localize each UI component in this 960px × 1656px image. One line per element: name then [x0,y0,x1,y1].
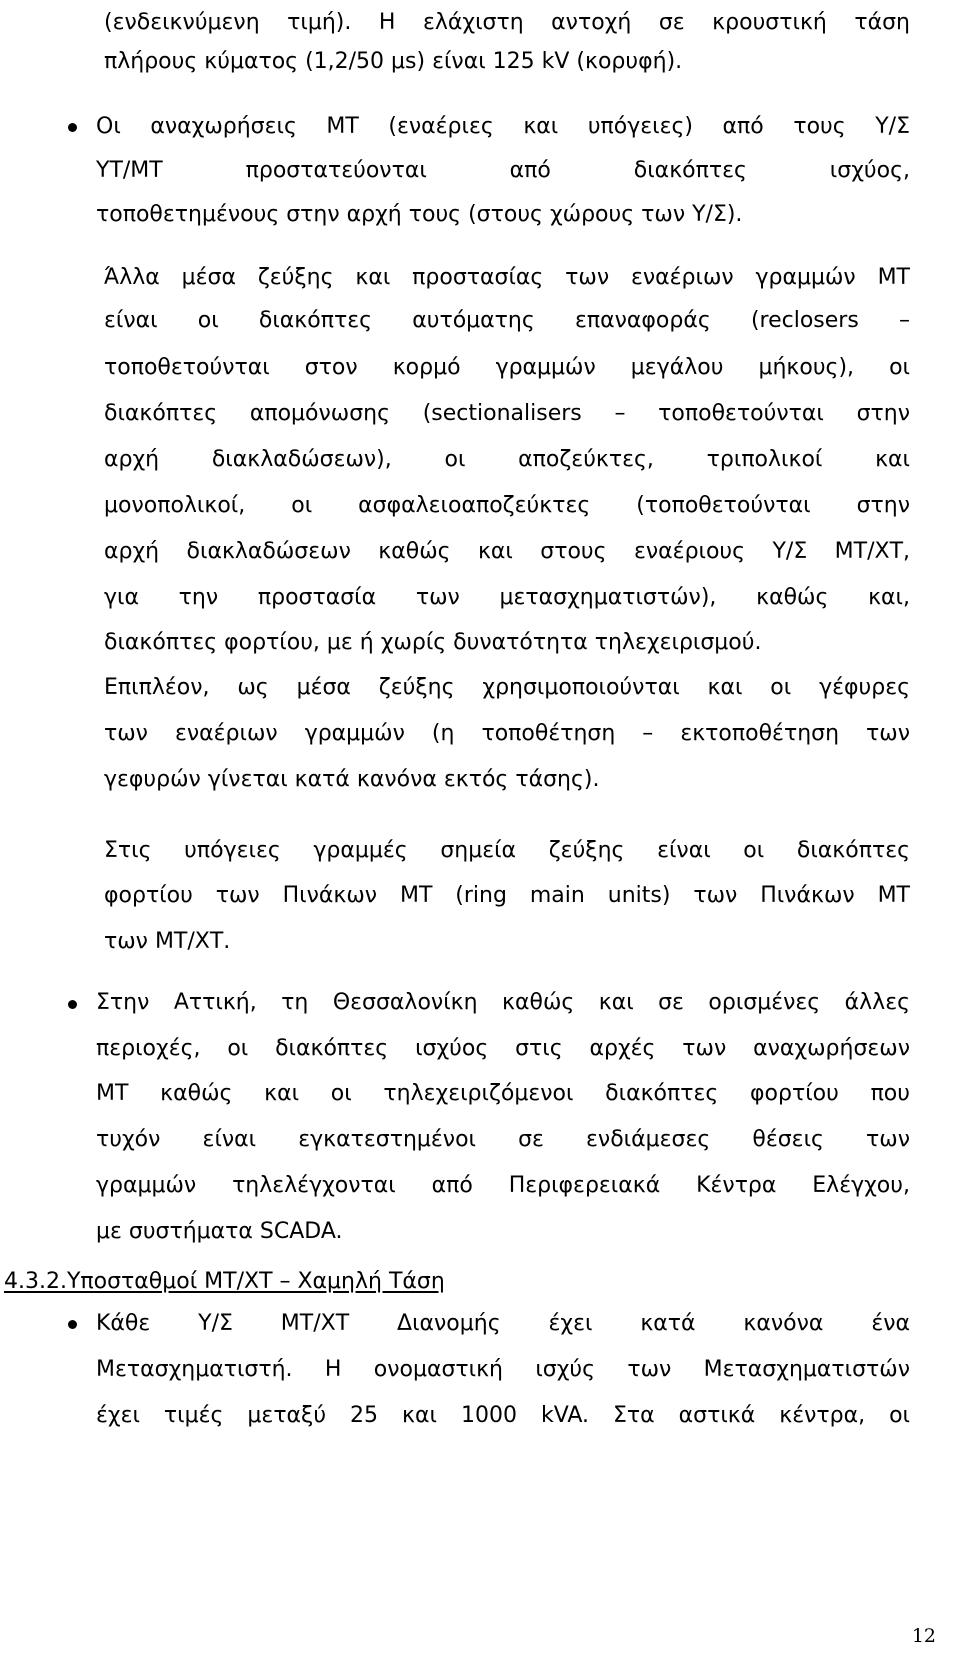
section-heading: 4.3.2.Υποσταθμοί ΜΤ/ΧΤ – Χαμηλή Τάση [4,1269,445,1294]
text-line: των εναέριων γραμμών (η τοποθέτηση – εκτοποθέτηση των [104,721,910,746]
text-line: (ενδεικνύμενη τιμή). Η ελάχιστη αντοχή σε κρουστική τάση [104,10,910,35]
text-line: αρχή διακλαδώσεων καθώς και στους εναέριους Υ/Σ ΜΤ/ΧΤ, [104,539,910,564]
text-line: μονοπολικοί, οι ασφαλειοαποζεύκτες (τοποθετούνται στην [104,493,910,518]
text-line: τοποθετούνται στον κορμό γραμμών μεγάλου μήκους), οι [104,355,910,380]
bullet-icon [68,123,77,132]
text-line: Οι αναχωρήσεις ΜΤ (εναέριες και υπόγειες) από τους Υ/Σ [96,114,910,139]
text-line: Στις υπόγειες γραμμές σημεία ζεύξης είναι οι διακόπτες [104,838,910,863]
text-line: ΥΤ/ΜΤ προστατεύονται από διακόπτες ισχύος, [96,158,910,183]
text-line: τοποθετημένους στην αρχή τους (στους χώρους των Υ/Σ). [96,202,743,227]
text-line: Άλλα μέσα ζεύξης και προστασίας των εναέριων γραμμών ΜΤ [104,265,910,290]
text-line: διακόπτες φορτίου, με ή χωρίς δυνατότητα τηλεχειρισμού. [104,630,762,655]
text-line: είναι οι διακόπτες αυτόματης επαναφοράς (reclosers – [104,308,910,333]
text-line: Μετασχηματιστή. Η ονομαστική ισχύς των Μετασχηματιστών [96,1357,910,1382]
text-line: τυχόν είναι εγκατεστημένοι σε ενδιάμεσες θέσεις των [96,1127,910,1152]
text-line: αρχή διακλαδώσεων), οι αποζεύκτες, τριπολικοί και [104,447,910,472]
text-line: για την προστασία των μετασχηματιστών), καθώς και, [104,585,910,610]
text-line: Επιπλέον, ως μέσα ζεύξης χρησιμοποιούνται και οι γέφυρες [104,675,910,700]
text-line: φορτίου των Πινάκων ΜΤ (ring main units) των Πινάκων ΜΤ [104,883,910,908]
text-line: με συστήματα SCADA. [96,1219,343,1244]
text-line: διακόπτες απομόνωσης (sectionalisers – τοποθετούνται στην [104,401,910,426]
text-line: Κάθε Υ/Σ ΜΤ/ΧΤ Διανομής έχει κατά κανόνα ένα [96,1311,910,1336]
text-line: γραμμών τηλελέγχονται από Περιφερειακά Κέντρα Ελέγχου, [96,1173,910,1198]
text-line: περιοχές, οι διακόπτες ισχύος στις αρχές των αναχωρήσεων [96,1036,910,1061]
text-line: πλήρους κύματος (1,2/50 μs) είναι 125 kV (κορυφή). [104,49,683,74]
bullet-icon [68,1000,77,1009]
text-line: έχει τιμές μεταξύ 25 και 1000 kVA. Στα αστικά κέντρα, οι [96,1403,910,1428]
text-line: των ΜΤ/ΧΤ. [104,929,231,954]
text-line: Στην Αττική, τη Θεσσαλονίκη καθώς και σε ορισμένες άλλες [96,990,910,1015]
text-line: ΜΤ καθώς και οι τηλεχειριζόμενοι διακόπτες φορτίου που [96,1081,910,1106]
text-line: γεφυρών γίνεται κατά κανόνα εκτός τάσης). [104,767,600,792]
page-number: 12 [911,1625,936,1647]
bullet-icon [68,1320,77,1329]
